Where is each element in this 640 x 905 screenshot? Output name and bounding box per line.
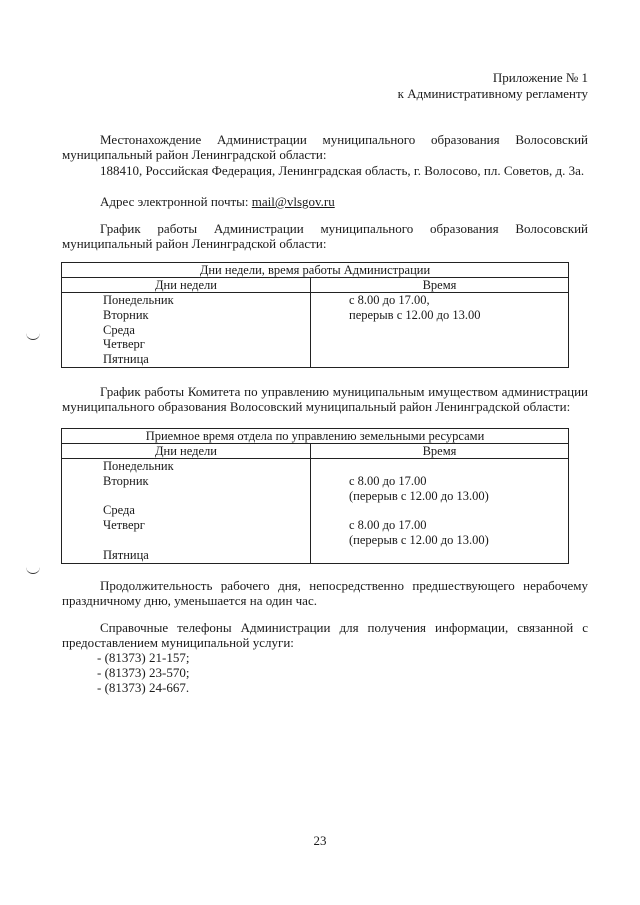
scan-mark (26, 567, 40, 574)
committee-col-days: Дни недели (62, 444, 311, 459)
committee-day: Четверг (103, 518, 145, 533)
admin-day: Четверг (103, 337, 145, 352)
committee-schedule-intro-1: График работы Комитета по управлению муниципальным имуществом администрации (100, 384, 588, 399)
committee-col-time: Время (311, 444, 569, 459)
committee-time (349, 548, 568, 563)
admin-day: Среда (103, 322, 135, 337)
committee-time: с 8.00 до 17.00 (349, 473, 427, 488)
committee-day: Понедельник (103, 459, 174, 473)
committee-days-cell (62, 459, 311, 564)
admin-time-cell (311, 293, 569, 368)
committee-time: с 8.00 до 17.00 (349, 518, 427, 533)
committee-time (349, 503, 568, 518)
location-line-2: муниципальный район Ленинградской области: (62, 147, 327, 162)
admin-time: с 8.00 до 17.00, (349, 293, 430, 307)
phone-item: - (81373) 21-157; (97, 650, 190, 665)
email-link[interactable]: mail@vlsgov.ru (251, 194, 335, 209)
location-address: 188410, Российская Федерация, Ленинградская область, г. Волосово, пл. Советов, д. 3а. (100, 163, 585, 178)
admin-schedule-table (61, 262, 569, 368)
committee-table-title: Приемное время отдела по управлению земельными ресурсами (62, 429, 569, 444)
committee-schedule-intro-2: муниципального образования Волосовский муниципальный район Ленинградской области: (62, 399, 571, 414)
committee-time (349, 459, 568, 474)
page-number: 23 (313, 833, 327, 848)
committee-schedule-table (61, 428, 569, 564)
committee-day (103, 533, 310, 548)
shortened-day-line-1: Продолжительность рабочего дня, непосредственно предшествующего нерабочему (100, 578, 588, 593)
phones-intro-2: предоставлением муниципальной услуги: (62, 635, 294, 650)
committee-day: Среда (103, 503, 135, 518)
admin-day: Пятница (103, 352, 149, 367)
phone-item: - (81373) 23-570; (97, 665, 190, 680)
appendix-subtitle: к Административному регламенту (397, 86, 588, 101)
admin-day: Понедельник (103, 293, 174, 307)
committee-day: Вторник (103, 473, 149, 488)
admin-col-days: Дни недели (62, 278, 311, 293)
admin-schedule-intro-1: График работы Администрации муниципального образования Волосовский (100, 221, 588, 236)
location-line-1: Местонахождение Администрации муниципального образования Волосовский (100, 132, 588, 147)
shortened-day-line-2: праздничному дню, уменьшается на один час. (62, 593, 317, 608)
admin-day: Вторник (103, 307, 149, 322)
email-line (100, 194, 588, 209)
admin-schedule-intro-2: муниципальный район Ленинградской области: (62, 236, 327, 251)
phones-intro-1: Справочные телефоны Администрации для получения информации, связанной с (100, 620, 588, 635)
committee-time-cell (311, 459, 569, 564)
email-label: Адрес электронной почты: (100, 194, 249, 209)
admin-table-title: Дни недели, время работы Администрации (62, 263, 569, 278)
admin-days-cell (62, 293, 311, 368)
admin-col-time: Время (311, 278, 569, 293)
committee-day (103, 489, 310, 504)
appendix-title: Приложение № 1 (492, 70, 588, 85)
scan-mark (26, 333, 40, 340)
committee-day: Пятница (103, 547, 149, 562)
committee-time: (перерыв с 12.00 до 13.00) (349, 488, 489, 503)
committee-time: (перерыв с 12.00 до 13.00) (349, 532, 489, 547)
admin-time: перерыв с 12.00 до 13.00 (349, 307, 481, 322)
phone-item: - (81373) 24-667. (97, 680, 190, 695)
